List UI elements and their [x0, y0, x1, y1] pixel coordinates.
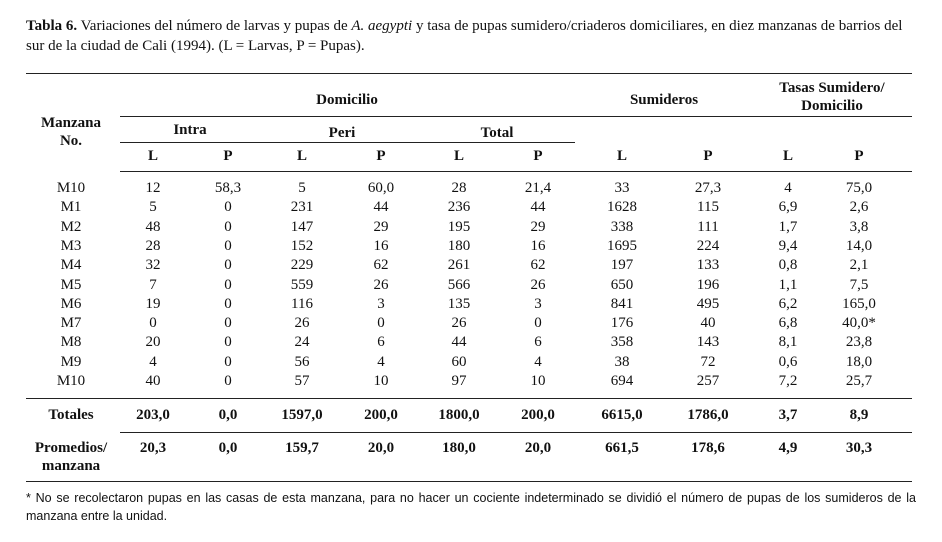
table-cell: 197	[610, 257, 634, 274]
row-label: M10	[56, 180, 86, 196]
table-cell: 4	[149, 353, 157, 370]
header-peri: Peri	[328, 125, 356, 141]
table-cell: 229	[290, 257, 314, 274]
table-cell: 0	[224, 373, 232, 389]
table-cell: 5	[149, 199, 157, 216]
table-cell: 133	[696, 257, 720, 274]
averages-cell: 159,7	[285, 440, 319, 456]
header-l: L	[147, 148, 159, 164]
totals-cell: 6615,0	[601, 407, 643, 423]
table-cell: 180	[447, 237, 471, 254]
table-cell: 75,0	[845, 180, 873, 196]
table-cell: 165,0	[842, 295, 876, 312]
table-cell: 62	[373, 257, 389, 274]
table-cell: 0	[224, 276, 232, 293]
table-cell: 26	[373, 276, 389, 293]
row-label: M10	[56, 373, 86, 389]
row-label: M8	[60, 334, 82, 351]
row-label: M6	[60, 295, 82, 312]
header-l: L	[782, 148, 794, 164]
table-cell: 14,0	[845, 237, 873, 254]
table-cell: 135	[447, 295, 471, 312]
table-cell: 147	[290, 218, 314, 235]
header-l: L	[616, 148, 628, 164]
table-cell: 62	[530, 257, 546, 274]
averages-cell: 178,6	[691, 440, 725, 456]
table-cell: 176	[610, 315, 634, 332]
table-cell: 60	[451, 353, 467, 370]
table-cell: 6	[377, 334, 385, 351]
table-caption	[26, 16, 916, 56]
table-cell: 16	[530, 237, 546, 254]
header-manzana: Manzana No.	[41, 115, 101, 149]
table-cell: 26	[294, 315, 310, 332]
header-p: P	[533, 148, 543, 164]
row-label: M3	[60, 237, 82, 254]
table-cell: 24	[294, 334, 310, 351]
table-cell: 0	[224, 334, 232, 351]
averages-cell: 180,0	[442, 440, 476, 456]
totals-cell: 1597,0	[281, 407, 323, 423]
tasas-underline	[760, 116, 912, 117]
table-cell: 116	[291, 295, 313, 312]
header-total: Total	[480, 125, 514, 141]
row-label: M4	[60, 257, 82, 274]
totals-cell: 200,0	[521, 407, 555, 423]
table-cell: 566	[447, 276, 471, 293]
table-cell: 9,4	[778, 237, 798, 254]
table-cell: 196	[696, 276, 720, 293]
table-cell: 2,1	[849, 257, 869, 274]
table-cell: 56	[294, 353, 310, 370]
table-bottom-rule	[26, 481, 912, 482]
table-cell: 40	[145, 373, 161, 389]
table-cell: 12	[145, 180, 161, 196]
averages-label: Promedios/ manzana	[34, 440, 108, 474]
table-cell: 0	[149, 315, 157, 332]
table-cell: 0,8	[778, 257, 798, 274]
table-cell: 44	[530, 199, 546, 216]
header-intra: Intra	[173, 122, 207, 138]
caption-label: Tabla 6.	[26, 18, 78, 34]
table-cell: 6,9	[778, 199, 798, 216]
caption-species: A. aegypti	[351, 18, 413, 34]
totals-cell: 203,0	[136, 407, 170, 423]
row-label: M5	[60, 276, 82, 293]
table-cell: 650	[610, 276, 634, 293]
totals-bottom-rule	[120, 432, 912, 433]
averages-cell: 661,5	[605, 440, 639, 456]
table-cell: 6,8	[778, 315, 798, 332]
header-sumideros: Sumideros	[629, 92, 699, 108]
table-cell: 0	[377, 315, 385, 332]
table-cell: 44	[373, 199, 389, 216]
table-cell: 57	[294, 373, 310, 389]
table-cell: 7,2	[778, 373, 798, 389]
totals-cell: 0,0	[218, 407, 238, 423]
table-cell: 6	[534, 334, 542, 351]
table-cell: 97	[451, 373, 467, 389]
table-cell: 25,7	[845, 373, 873, 389]
header-p: P	[223, 148, 233, 164]
table-cell: 28	[451, 180, 467, 196]
totals-cell: 1786,0	[687, 407, 729, 423]
averages-cell: 0,0	[218, 440, 238, 456]
table-cell: 6,2	[778, 295, 798, 312]
header-tasas: Tasas Sumidero/ Domicilio	[779, 80, 885, 114]
table-cell: 0	[534, 315, 542, 332]
row-label: M1	[60, 199, 82, 216]
row-label: M7	[60, 315, 82, 332]
table-cell: 152	[290, 237, 314, 254]
table-cell: 44	[451, 334, 467, 351]
table-cell: 1628	[607, 199, 637, 216]
table-cell: 23,8	[845, 334, 873, 351]
header-p: P	[376, 148, 386, 164]
table-footnote: * No se recolectaron pupas en las casas de esta manzana, para no hacer un cociente indeterminado se dividió el número de pupas de los sumideros de la manzana entre la unidad.	[26, 491, 916, 523]
table-cell: 10	[530, 373, 546, 389]
table-cell: 60,0	[367, 180, 395, 196]
table-cell: 841	[610, 295, 634, 312]
table-cell: 257	[696, 373, 720, 389]
table-cell: 10	[373, 373, 389, 389]
table-cell: 33	[614, 180, 630, 196]
table-cell: 8,1	[778, 334, 798, 351]
table-cell: 40,0*	[842, 315, 876, 332]
table-cell: 143	[696, 334, 720, 351]
table-cell: 0	[224, 257, 232, 274]
averages-cell: 30,3	[845, 440, 873, 456]
table-cell: 29	[530, 218, 546, 235]
table-cell: 0	[224, 218, 232, 235]
table-cell: 1,7	[778, 218, 798, 235]
header-bottom-rule	[120, 171, 912, 172]
table-cell: 32	[145, 257, 161, 274]
table-cell: 7	[149, 276, 157, 293]
table-cell: 0	[224, 237, 232, 254]
table-cell: 38	[614, 353, 630, 370]
totals-cell: 200,0	[364, 407, 398, 423]
table-cell: 261	[447, 257, 471, 274]
table-cell: 1,1	[778, 276, 798, 293]
table-cell: 231	[290, 199, 314, 216]
table-cell: 338	[610, 218, 634, 235]
header-domicilio: Domicilio	[316, 92, 378, 108]
table-cell: 3	[534, 295, 542, 312]
table-cell: 58,3	[214, 180, 242, 196]
row-label: M2	[60, 218, 82, 235]
totals-label: Totales	[48, 407, 94, 423]
body-bottom-rule	[26, 398, 912, 399]
table-cell: 495	[696, 295, 720, 312]
totals-cell: 8,9	[849, 407, 869, 423]
averages-cell: 20,3	[139, 440, 167, 456]
table-cell: 694	[610, 373, 634, 389]
table-cell: 18,0	[845, 353, 873, 370]
table-cell: 0	[224, 295, 232, 312]
table-cell: 3	[377, 295, 385, 312]
table-cell: 4	[784, 180, 792, 196]
table-cell: 20	[145, 334, 161, 351]
table-cell: 21,4	[524, 180, 552, 196]
table-cell: 26	[451, 315, 467, 332]
table-cell: 115	[697, 199, 719, 216]
header-l: L	[453, 148, 465, 164]
table-cell: 4	[534, 353, 542, 370]
table-cell: 2,6	[849, 199, 869, 216]
averages-cell: 4,9	[778, 440, 798, 456]
table-cell: 4	[377, 353, 385, 370]
table-cell: 29	[373, 218, 389, 235]
header-l: L	[296, 148, 308, 164]
table-cell: 0	[224, 199, 232, 216]
table-cell: 19	[145, 295, 161, 312]
table-cell: 358	[610, 334, 634, 351]
header-p: P	[703, 148, 713, 164]
table-cell: 224	[696, 237, 720, 254]
table-cell: 236	[447, 199, 471, 216]
table-cell: 48	[145, 218, 161, 235]
table-cell: 16	[373, 237, 389, 254]
row-label: M9	[60, 353, 82, 370]
table-cell: 1695	[607, 237, 637, 254]
table-cell: 7,5	[849, 276, 869, 293]
table-cell: 5	[298, 180, 306, 196]
top-rule	[26, 73, 912, 74]
averages-cell: 20,0	[524, 440, 552, 456]
caption-text-after: y tasa de pupas sumidero/criaderos domiciliares, en diez manzanas de barrios del sur de la ciudad de Cali (1994). (L = Larvas, P = Pupas).	[26, 18, 903, 54]
table-cell: 0,6	[778, 353, 798, 370]
header-p: P	[854, 148, 864, 164]
table-cell: 40	[700, 315, 716, 332]
table-cell: 72	[700, 353, 716, 370]
table-cell: 559	[290, 276, 314, 293]
table-cell: 26	[530, 276, 546, 293]
averages-cell: 20,0	[367, 440, 395, 456]
subgroup-underline	[120, 142, 575, 143]
table-cell: 27,3	[694, 180, 722, 196]
table-cell: 28	[145, 237, 161, 254]
table-cell: 195	[447, 218, 471, 235]
table-cell: 111	[697, 218, 719, 235]
caption-text-before: Variaciones del número de larvas y pupas de	[77, 18, 352, 34]
table-cell: 0	[224, 315, 232, 332]
totals-cell: 1800,0	[438, 407, 480, 423]
table-cell: 0	[224, 353, 232, 370]
table-cell: 3,8	[849, 218, 869, 235]
totals-cell: 3,7	[778, 407, 798, 423]
